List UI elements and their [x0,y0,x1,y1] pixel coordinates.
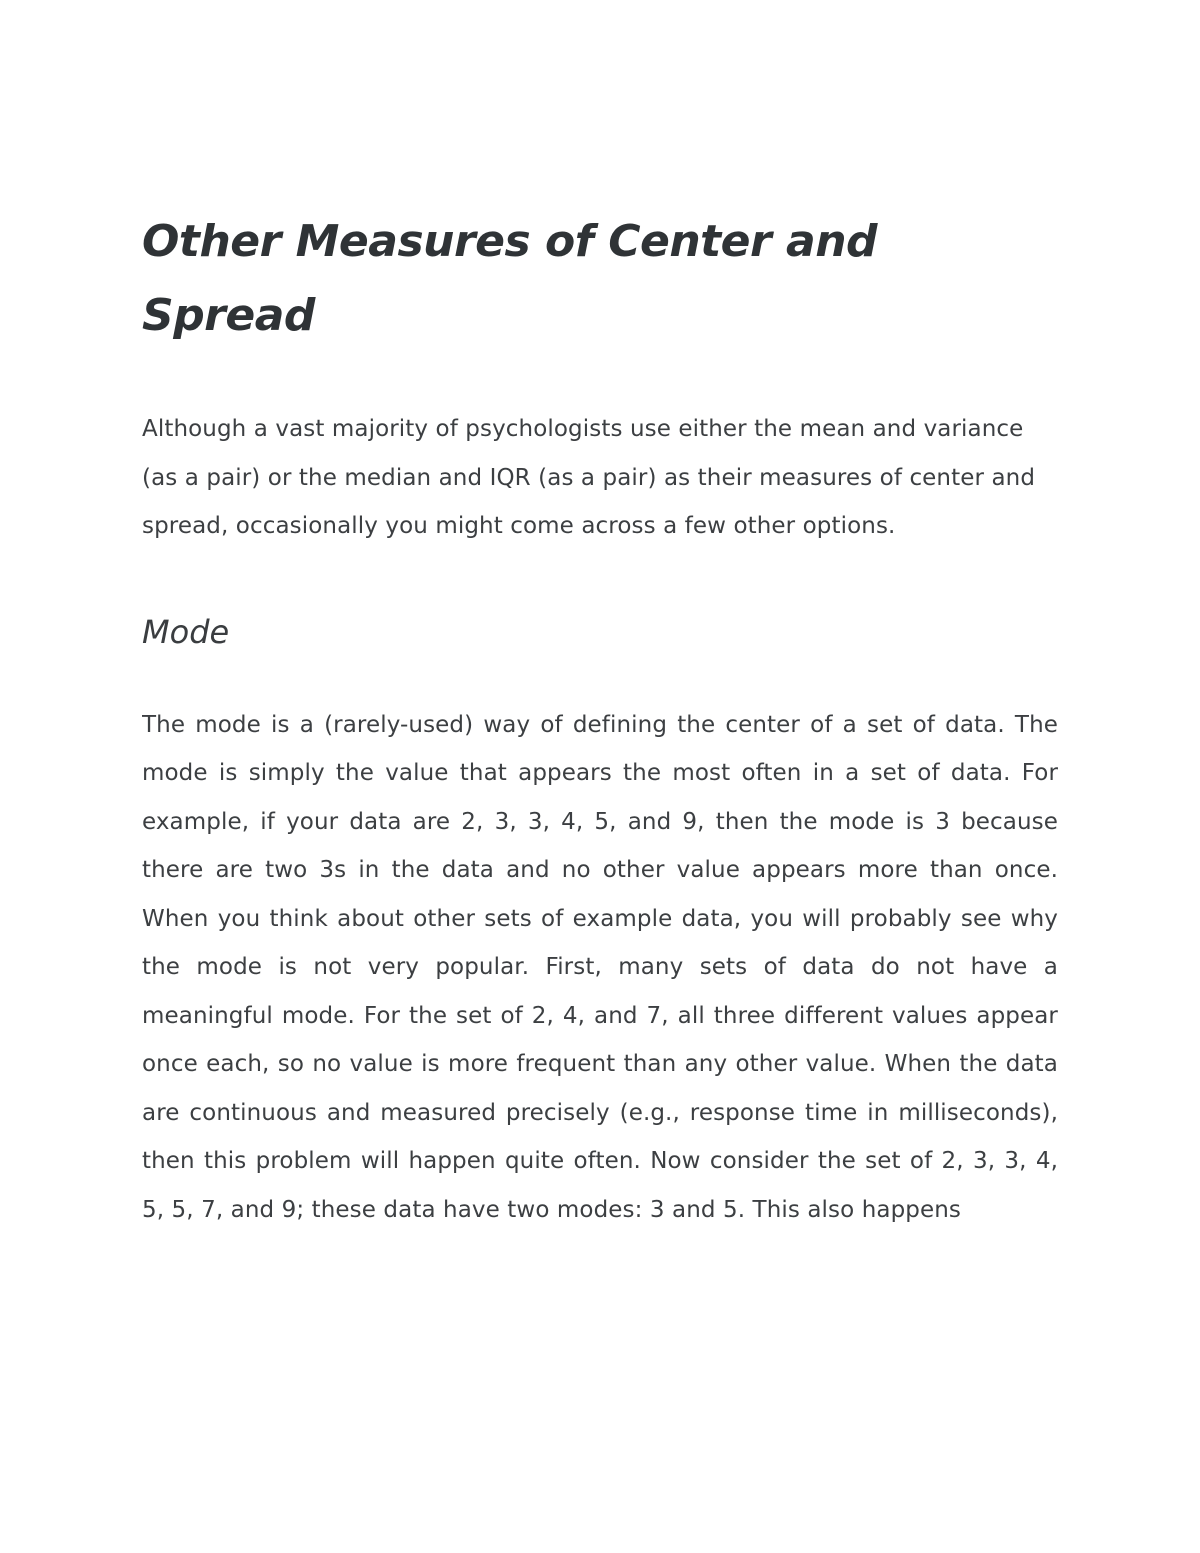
document-page [142,205,1058,1234]
document-title: Other Measures of Center and Spread [142,216,878,341]
section-heading-mode: Mode [142,612,230,651]
intro-paragraph: Although a vast majority of psychologists use either the mean and variance (as a pair) or the median and IQR (as a pair) as their measures of center and spread, occasionally you might come across a few other options. [142,416,1036,539]
mode-paragraph: The mode is a (rarely-used) way of defining the center of a set of data. The mode is simply the value that appears the most often in a set of data. For example, if your data are 2, 3, 3, 4, 5, and 9, then the mode is 3 because there are two 3s in the data and no other value appears more than once. When you think about other sets of example data, you will probably see why the mode is not very popular. First, many sets of data do not have a meaningful mode. For the set of 2, 4, and 7, all three different values appear once each, so no value is more frequent than any other value. When the data are continuous and measured precisely (e.g., response time in milliseconds), then this problem will happen quite often. Now consider the set of 2, 3, 3, 4, 5, 5, 7, and 9; these data have two modes: 3 and 5. This also happens [142,711,1058,1223]
